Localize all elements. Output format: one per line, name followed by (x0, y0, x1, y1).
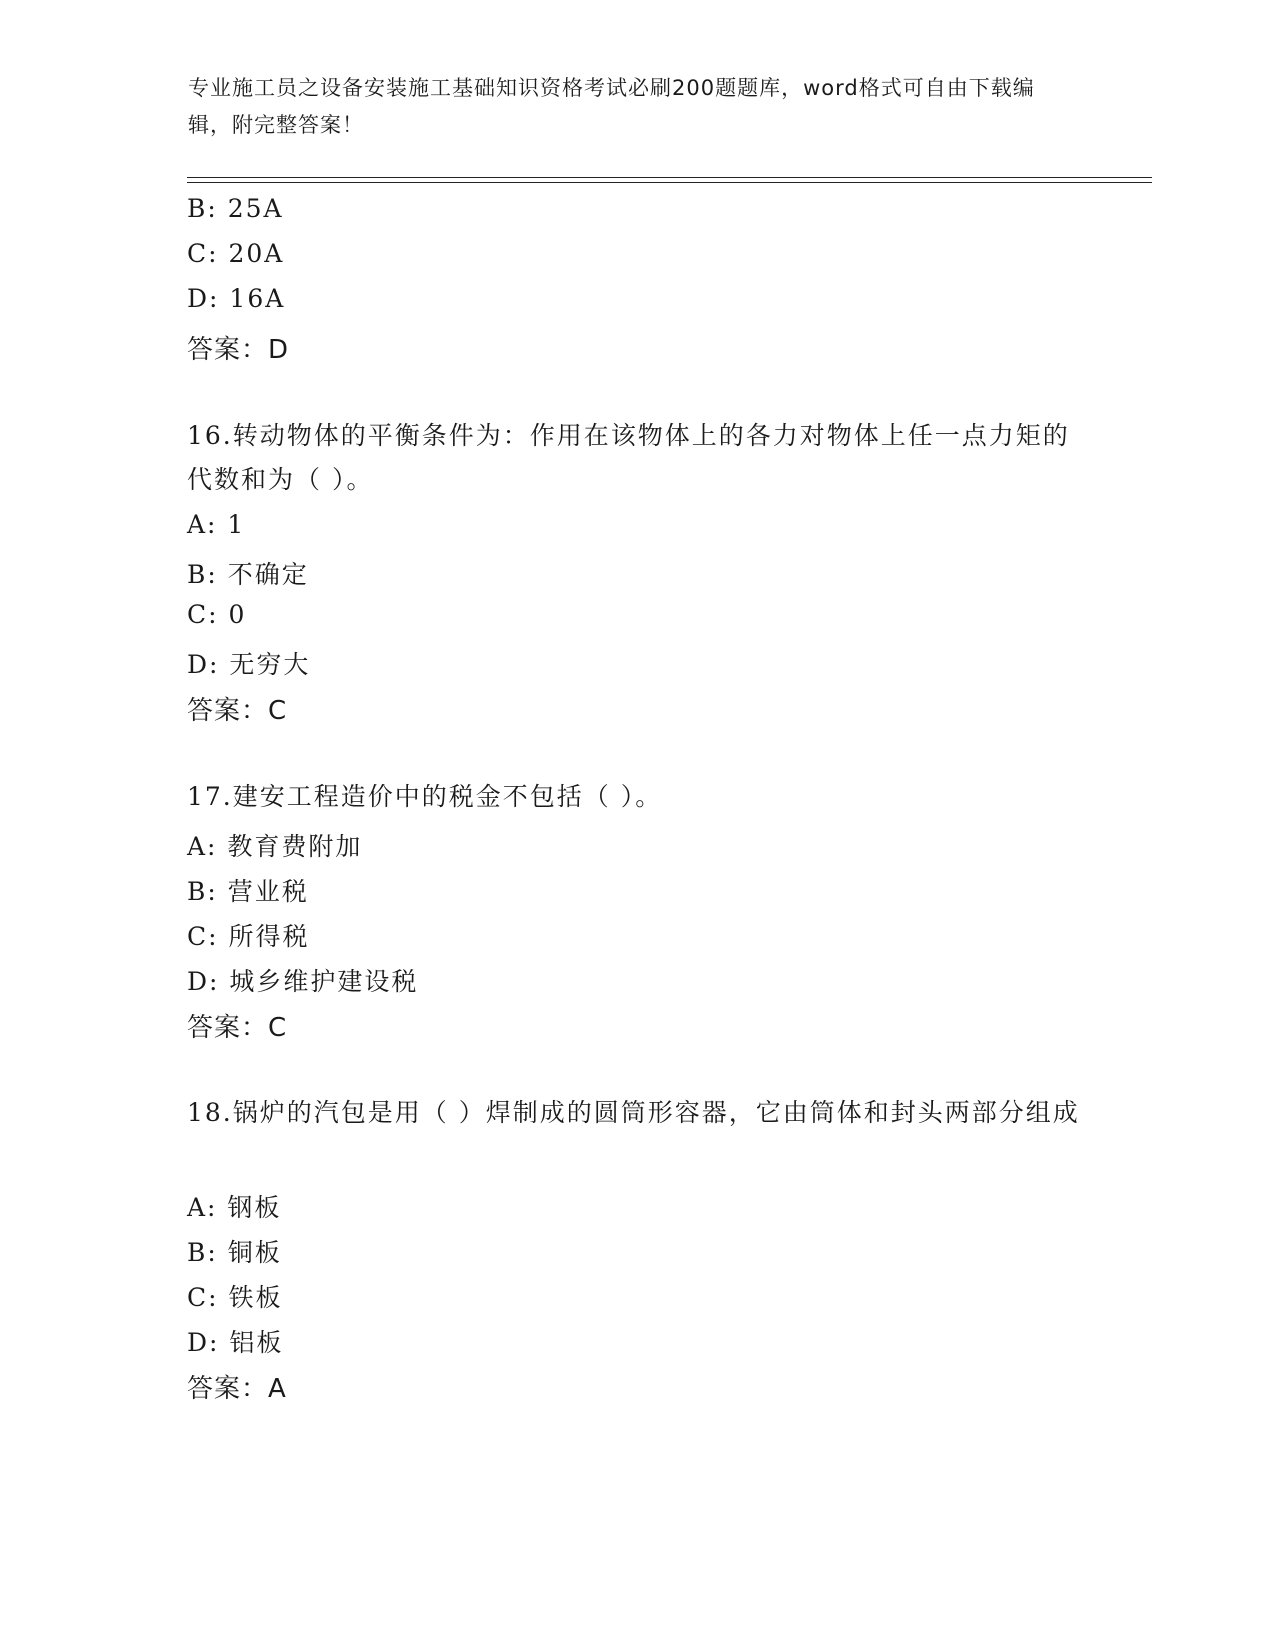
question-text: 18.锅炉的汽包是用（ ）焊制成的圆筒形容器，它由筒体和封头两部分组成 (187, 1098, 1080, 1127)
answer-line: 答案：A (187, 1374, 287, 1404)
question-text: 16.转动物体的平衡条件为：作用在该物体上的各力对物体上任一点力矩的代数和为（ ）。 (187, 421, 1070, 494)
option-d: D: 铝板 (187, 1328, 284, 1357)
option-b: B: 25A (187, 194, 284, 223)
answer-line: 答案：C (187, 696, 288, 726)
option-b: B: 营业税 (187, 877, 309, 906)
option-b: B: 铜板 (187, 1238, 282, 1267)
option-a: A: 教育费附加 (187, 832, 363, 861)
answer-line: 答案：D (187, 335, 290, 365)
question-text: 17.建安工程造价中的税金不包括（ ）。 (187, 782, 663, 811)
answer-line: 答案：C (187, 1013, 288, 1043)
document-header: 专业施工员之设备安装施工基础知识资格考试必刷200题题库，word格式可自由下载编辑，附完整答案！ (188, 76, 1035, 137)
option-c: C: 所得税 (187, 922, 310, 951)
option-d: D: 城乡维护建设税 (187, 967, 419, 996)
option-c: C: 20A (187, 239, 285, 268)
option-a: A: 钢板 (187, 1193, 282, 1222)
option-a: A: 1 (187, 510, 246, 539)
option-c: C: 0 (187, 600, 247, 629)
option-c: C: 铁板 (187, 1283, 283, 1312)
option-d: D: 无穷大 (187, 650, 311, 679)
option-b: B: 不确定 (187, 560, 309, 589)
header-divider-top (187, 177, 1152, 178)
option-d: D: 16A (187, 284, 286, 313)
header-divider-bottom (187, 182, 1152, 183)
